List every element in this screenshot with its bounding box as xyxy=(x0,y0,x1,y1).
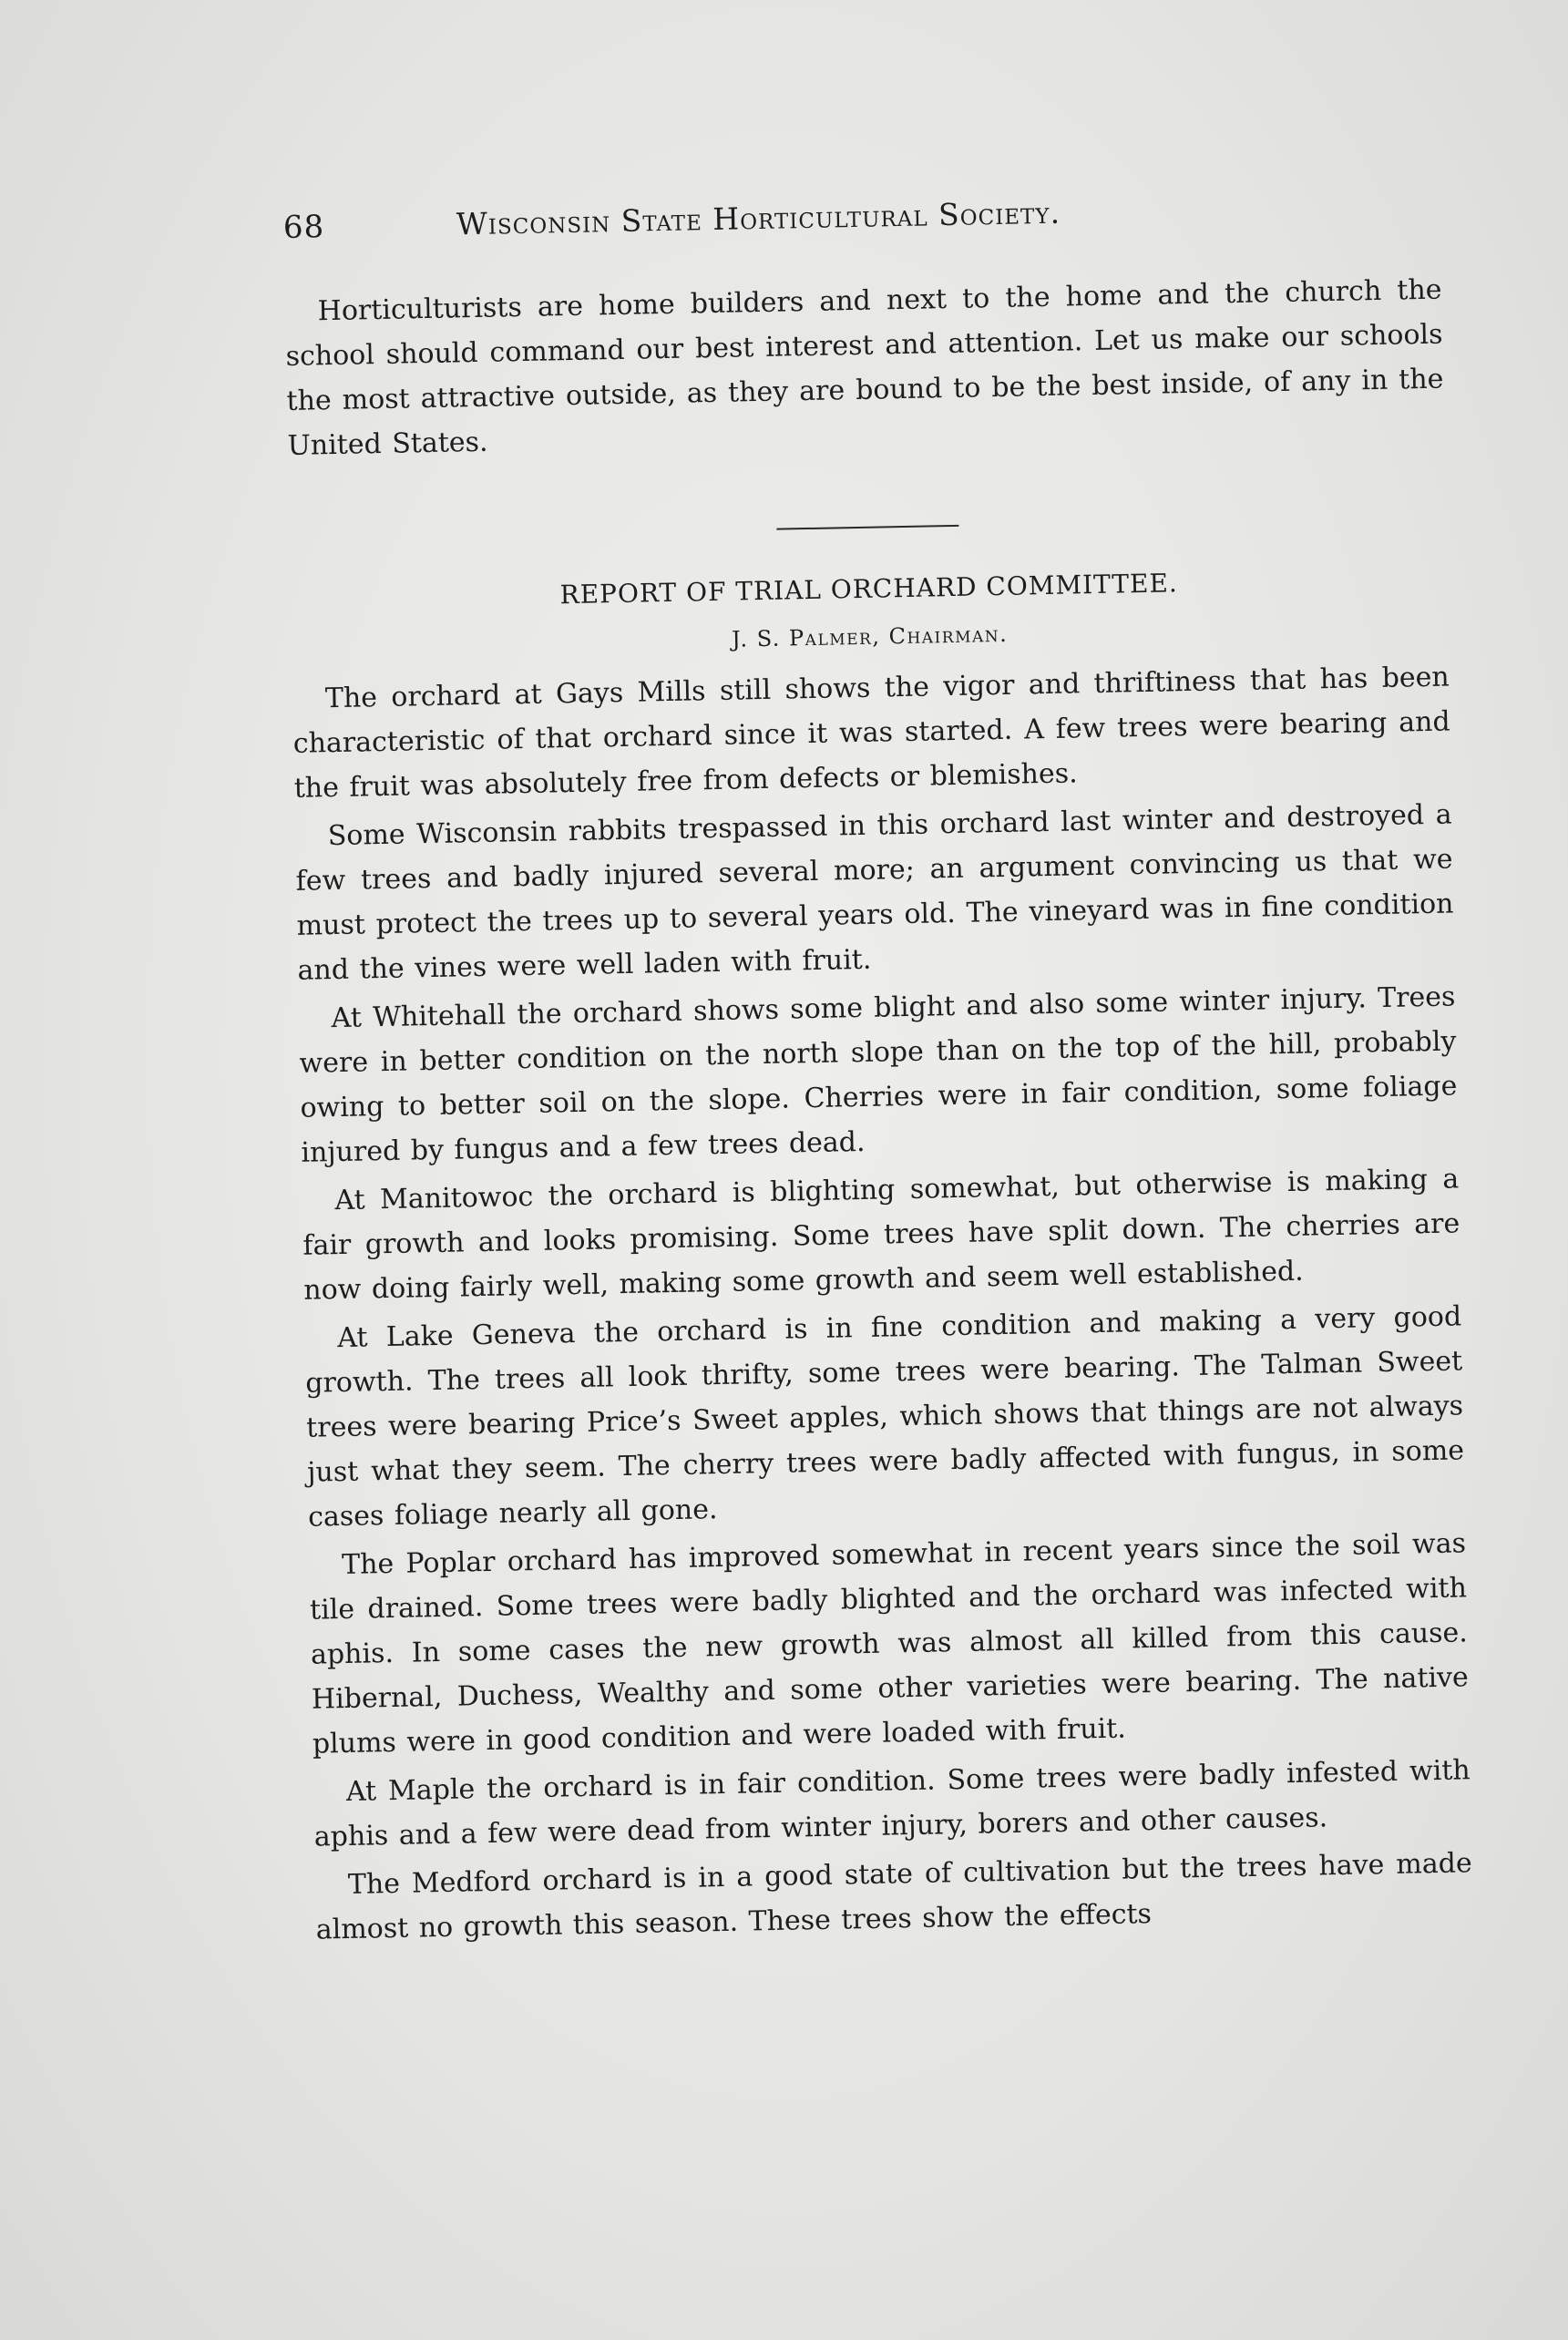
page-content xyxy=(282,160,1473,1956)
report-paragraph-lake-geneva: At Lake Geneva the orchard is in fine condition and making a very good growth. The trees all look thrifty, some trees were bearing. The Talman Sweet trees were bearing Price’s Sweet apples, which shows that things are not always just what they seem. The cherry trees were badly affected with fungus, in some cases foliage nearly all gone. xyxy=(304,1300,1465,1534)
running-title: Wisconsin State Horticultural Society. xyxy=(456,194,1061,242)
report-paragraph-rabbits: Some Wisconsin rabbits trespassed in this orchard last winter and destroyed a few trees and badly injured several more; an argument convincing us that we must protect the trees up to several years old. The vineyard was in fine condition and the vines were well laden with fruit. xyxy=(295,798,1454,987)
section-divider xyxy=(776,525,958,530)
report-paragraph-gays-mills: The orchard at Gays Mills still shows the vigor and thriftiness that has been characteristic of that orchard since it was started. A few trees were bearing and the fruit was absolutely free from defects or blemishes. xyxy=(292,661,1450,805)
report-paragraph-manitowoc: At Manitowoc the orchard is blighting somewhat, but otherwise is making a fair growth and looks promising. Some trees have split down. The cherries are now doing fairly well, making some growth and seem well established. xyxy=(302,1163,1460,1307)
report-paragraph-medford: The Medford orchard is in a good state of cultivation but the trees have made almost no growth this season. These trees show the effects xyxy=(315,1847,1472,1946)
report-paragraph-poplar: The Poplar orchard has improved somewhat in recent years since the soil was tile drained. Some trees were badly blighted and the orchard was infected with aphis. In some cases the new growth was almost all killed from this cause. Hibernal, Duchess, Wealthy and some other varieties were bearing. The native plums were in good condition and were loaded with fruit. xyxy=(309,1527,1470,1760)
report-paragraph-maple: At Maple the orchard is in fair condition. Some trees were badly infested with aphis and a few were dead from winter injury, borers and other causes. xyxy=(313,1754,1471,1853)
running-head xyxy=(282,160,1440,264)
page-number: 68 xyxy=(282,209,325,246)
intro-paragraph: Horticulturists are home builders and next to the home and the church the school should command our best interest and attention. Let us make our schools the most attractive outside, as they are bound to be the best inside, of any in the United States. xyxy=(285,273,1444,462)
report-chairman: J. S. Palmer, Chairman. xyxy=(731,621,1009,652)
report-title: REPORT OF TRIAL ORCHARD COMMITTEE. xyxy=(559,568,1179,611)
report-body xyxy=(292,655,1473,1953)
report-paragraph-whitehall: At Whitehall the orchard shows some blight and also some winter injury. Trees were in better condition on the north slope than on the top of the hill, probably owing to better soil on the slope. Cherries were in fair condition, some foliage injured by fungus and a few trees dead. xyxy=(299,980,1458,1169)
